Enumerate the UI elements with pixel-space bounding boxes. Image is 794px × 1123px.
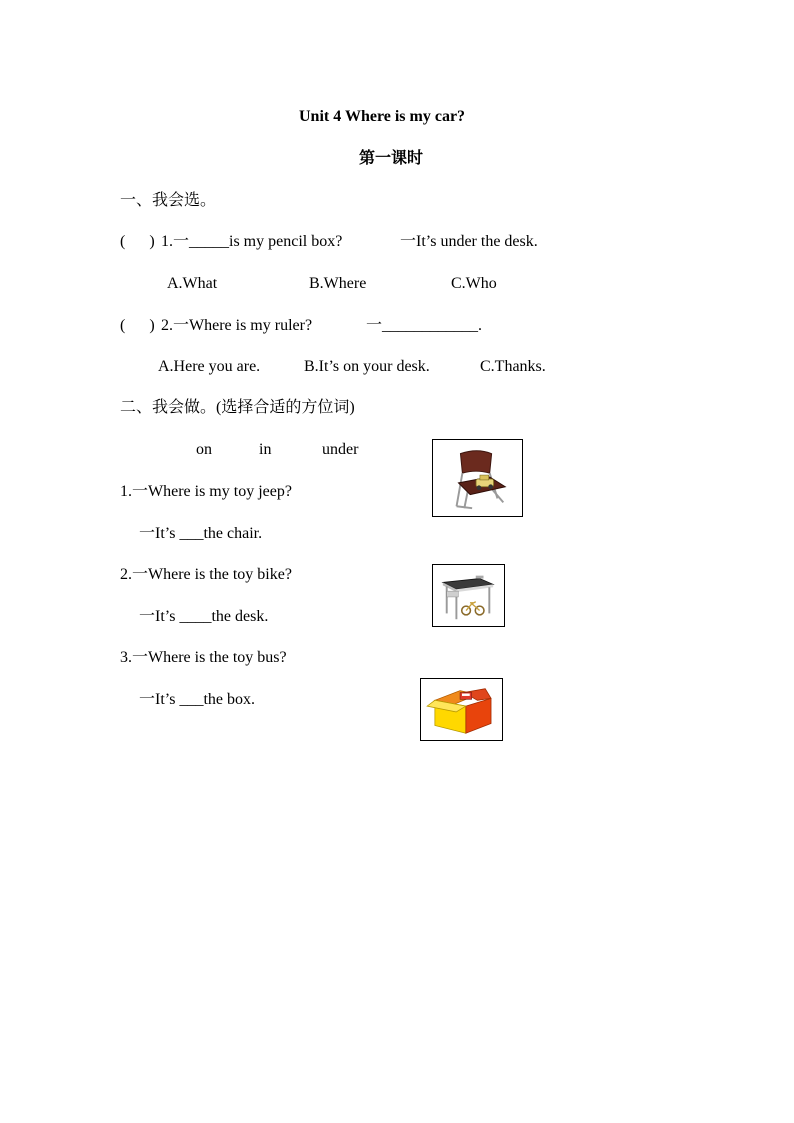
- page-title: Unit 4 Where is my car?: [299, 108, 466, 125]
- section2-heading: 二、我会做。(选择合适的方位词): [120, 399, 355, 416]
- item1-question: 1.一Where is my toy jeep?: [120, 483, 292, 500]
- chair-with-toy-jeep-icon: [432, 439, 523, 517]
- item3-question: 3.一Where is the toy bus?: [120, 649, 287, 666]
- page-subtitle: 第一课时: [359, 150, 424, 167]
- q1-reply: 一It’s under the desk.: [400, 233, 538, 250]
- q2-question: 2.一Where is my ruler?: [161, 317, 313, 334]
- word-bank-on: on: [196, 441, 212, 458]
- box-with-toy-bus-icon: [420, 678, 503, 741]
- item1-answer: 一It’s ___the chair.: [139, 525, 263, 542]
- q2-option-a: A.Here you are.: [158, 358, 261, 375]
- desk-with-toy-bike-icon: [432, 564, 505, 627]
- q1-question: 1.一_____is my pencil box?: [161, 233, 343, 250]
- q2-reply: 一____________.: [366, 317, 483, 334]
- item3-answer: 一It’s ___the box.: [139, 691, 255, 708]
- q1-answer-paren[interactable]: ( ): [120, 233, 155, 250]
- q1-option-a: A.What: [167, 275, 218, 292]
- q1-option-b: B.Where: [309, 275, 367, 292]
- q1-option-c: C.Who: [451, 275, 497, 292]
- word-bank-in: in: [259, 441, 272, 458]
- item2-answer: 一It’s ____the desk.: [139, 608, 269, 625]
- word-bank-under: under: [322, 441, 359, 458]
- q2-option-c: C.Thanks.: [480, 358, 546, 375]
- q2-answer-paren[interactable]: ( ): [120, 317, 155, 334]
- q2-option-b: B.It’s on your desk.: [304, 358, 430, 375]
- section1-heading: 一、我会选。: [120, 192, 217, 209]
- item2-question: 2.一Where is the toy bike?: [120, 566, 292, 583]
